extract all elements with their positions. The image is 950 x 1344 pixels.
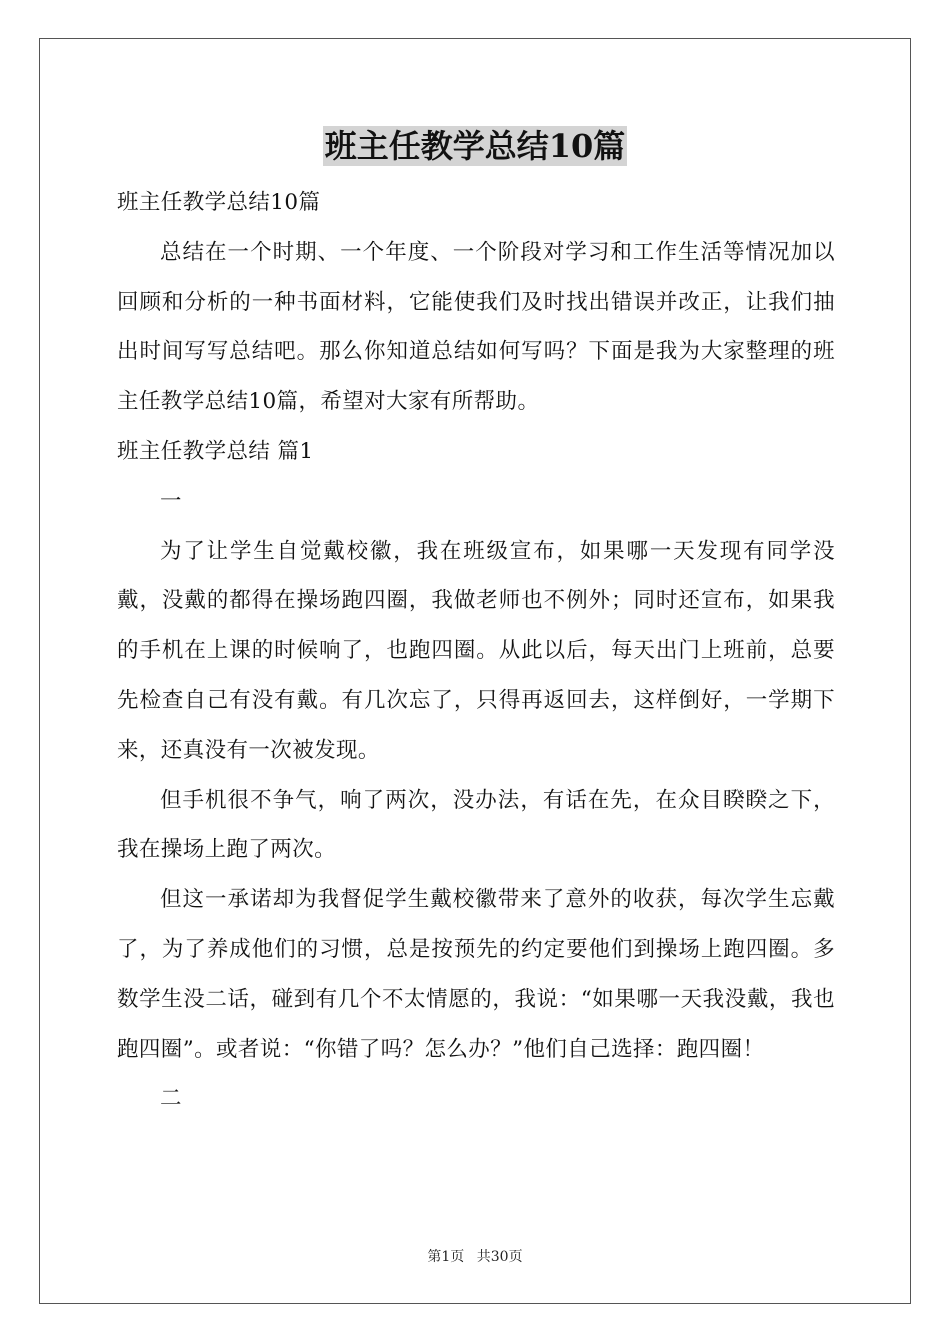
page-number-total: 共30页: [476, 1249, 523, 1265]
document-body: [117, 178, 835, 1124]
page-number-current: 第1页: [427, 1249, 465, 1265]
page-footer: [0, 1247, 950, 1267]
title-container: [0, 126, 950, 166]
body-paragraph-2: 但手机很不争气，响了两次，没办法，有话在先，在众目睽睽之下，我在操场上跑了两次。: [117, 787, 835, 863]
section-heading: 班主任教学总结 篇1: [117, 438, 314, 464]
part-two-marker: 二: [160, 1086, 182, 1112]
body-paragraph-1: 为了让学生自觉戴校徽，我在班级宣布，如果哪一天发现有同学没戴，没戴的都得在操场跑四圈，我做老师也不例外；同时还宣布，如果我的手机在上课的时候响了，也跑四圈。从此以后，每天出门上班前，总要先检查自己有没有戴。有几次忘了，只得再返回去，这样倒好，一学期下来，还真没有一次被发现。: [117, 538, 835, 763]
intro-paragraph: 总结在一个时期、一个年度、一个阶段对学习和工作生活等情况加以回顾和分析的一种书面材料，它能使我们及时找出错误并改正，让我们抽出时间写写总结吧。那么你知道总结如何写吗？下面是我为大家整理的班主任教学总结10篇，希望对大家有所帮助。: [117, 239, 835, 415]
document-subtitle: 班主任教学总结10篇: [117, 190, 321, 215]
document-title: 班主任教学总结10篇: [324, 127, 626, 165]
body-paragraph-3: 但这一承诺却为我督促学生戴校徽带来了意外的收获，每次学生忘戴了，为了养成他们的习惯，总是按预先的约定要他们到操场上跑四圈。多数学生没二话，碰到有几个不太情愿的，我说：“如果哪一天我没戴，我也跑四圈”。或者说：“你错了吗？怎么办？”他们自己选择：跑四圈！: [117, 887, 835, 1062]
part-one-marker: 一: [160, 488, 182, 514]
